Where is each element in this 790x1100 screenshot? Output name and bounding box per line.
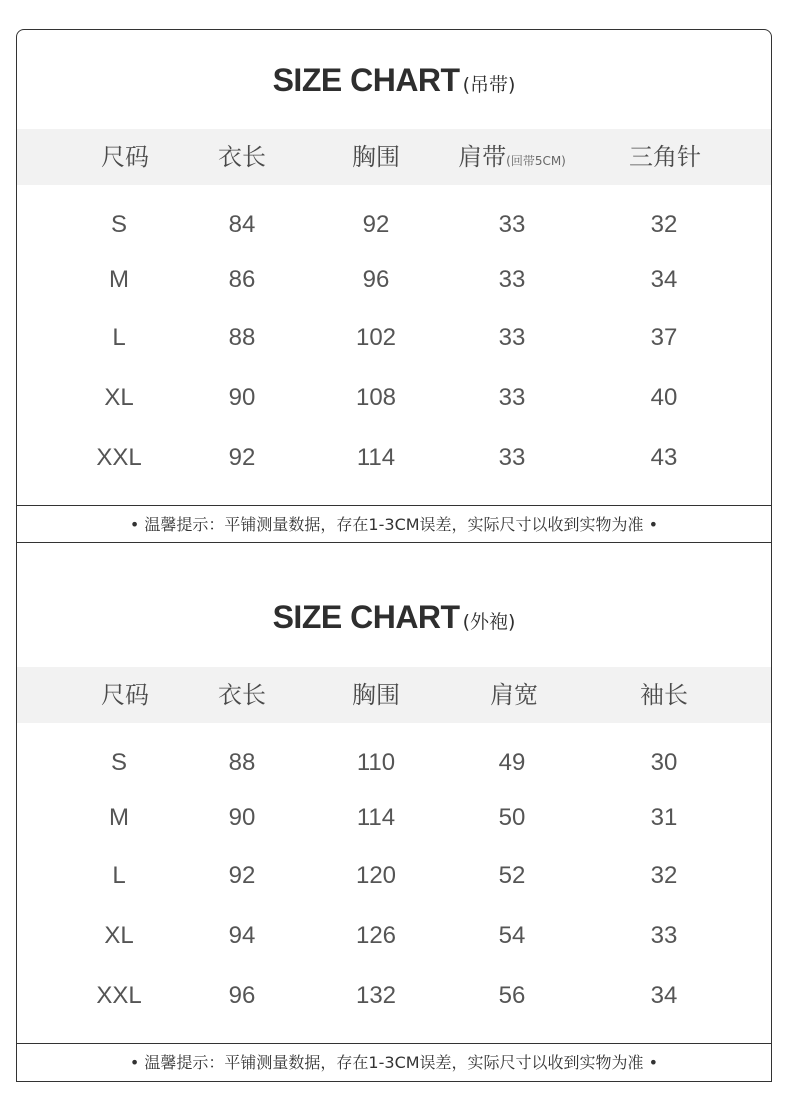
table-row <box>17 205 771 245</box>
cell-size: S <box>110 211 128 238</box>
cell-chest: 102 <box>355 324 397 351</box>
cell-size: L <box>112 324 126 351</box>
header-chest: 胸围 <box>352 143 400 171</box>
cell-size: S <box>110 749 128 776</box>
header-sleeve: 袖长 <box>640 681 688 709</box>
table-row <box>17 916 771 956</box>
table-row <box>17 260 771 300</box>
cell-sleeve: 33 <box>650 922 678 949</box>
cell-chest: 120 <box>355 862 397 889</box>
table-row <box>17 743 771 783</box>
cell-pin: 32 <box>650 211 678 238</box>
cell-chest: 92 <box>362 211 390 238</box>
header-chest: 胸围 <box>352 681 400 709</box>
cell-size: M <box>109 804 129 831</box>
table-row <box>17 856 771 896</box>
cell-chest: 126 <box>355 922 397 949</box>
header-size: 尺码 <box>101 143 149 171</box>
cell-size: XXL <box>96 982 142 1009</box>
cell-shoulder: 50 <box>498 804 526 831</box>
header-length: 衣长 <box>218 681 266 709</box>
chart-title-main: SIZE CHART <box>272 62 460 98</box>
cell-sleeve: 32 <box>650 862 678 889</box>
cell-strap: 33 <box>498 266 526 293</box>
cell-shoulder: 56 <box>498 982 526 1009</box>
cell-chest: 96 <box>362 266 390 293</box>
cell-chest: 132 <box>355 982 397 1009</box>
header-shoulder: 肩宽 <box>490 681 538 709</box>
cell-sleeve: 30 <box>650 749 678 776</box>
header-strap-note: (回带5CM) <box>506 154 566 168</box>
header-pin: 三角针 <box>629 143 701 171</box>
cell-length: 90 <box>228 804 256 831</box>
header-length: 衣长 <box>218 143 266 171</box>
cell-strap: 33 <box>498 444 526 471</box>
measurement-note: • 温馨提示：平铺测量数据，存在1-3CM误差，实际尺寸以收到实物为准 • <box>17 505 771 544</box>
cell-pin: 37 <box>650 324 678 351</box>
size-chart-robe <box>16 542 772 1082</box>
cell-chest: 108 <box>355 384 397 411</box>
cell-chest: 110 <box>356 749 396 776</box>
cell-chest: 114 <box>356 444 396 471</box>
cell-length: 88 <box>228 749 256 776</box>
cell-length: 92 <box>228 444 256 471</box>
chart-title <box>17 60 771 106</box>
chart-title-main: SIZE CHART <box>272 599 460 635</box>
measurement-note: • 温馨提示：平铺测量数据，存在1-3CM误差，实际尺寸以收到实物为准 • <box>17 1043 771 1082</box>
cell-pin: 43 <box>650 444 678 471</box>
table-row <box>17 976 771 1016</box>
chart-title <box>17 597 771 643</box>
cell-shoulder: 54 <box>498 922 526 949</box>
header-size: 尺码 <box>101 681 149 709</box>
cell-length: 86 <box>228 266 256 293</box>
table-row <box>17 318 771 358</box>
cell-size: XL <box>104 922 134 949</box>
cell-length: 88 <box>228 324 256 351</box>
header-strap <box>458 129 566 185</box>
cell-strap: 33 <box>498 211 526 238</box>
cell-shoulder: 49 <box>498 749 526 776</box>
cell-strap: 33 <box>498 324 526 351</box>
cell-size: XXL <box>96 444 142 471</box>
table-header <box>17 667 771 723</box>
cell-size: XL <box>104 384 134 411</box>
chart-title-sub: (吊带) <box>462 74 516 96</box>
cell-length: 84 <box>228 211 256 238</box>
table-header <box>17 129 771 185</box>
size-chart-strap <box>16 29 772 543</box>
cell-sleeve: 31 <box>650 804 678 831</box>
table-row <box>17 378 771 418</box>
header-strap-label: 肩带 <box>458 143 507 171</box>
cell-pin: 40 <box>650 384 678 411</box>
cell-chest: 114 <box>356 804 396 831</box>
cell-shoulder: 52 <box>498 862 526 889</box>
cell-length: 90 <box>228 384 256 411</box>
cell-length: 92 <box>228 862 256 889</box>
table-row <box>17 798 771 838</box>
chart-title-sub: (外袍) <box>462 611 516 633</box>
cell-strap: 33 <box>498 384 526 411</box>
cell-length: 96 <box>228 982 256 1009</box>
cell-pin: 34 <box>650 266 678 293</box>
cell-length: 94 <box>228 922 256 949</box>
cell-size: M <box>109 266 129 293</box>
cell-size: L <box>112 862 126 889</box>
cell-sleeve: 34 <box>650 982 678 1009</box>
table-row <box>17 438 771 478</box>
